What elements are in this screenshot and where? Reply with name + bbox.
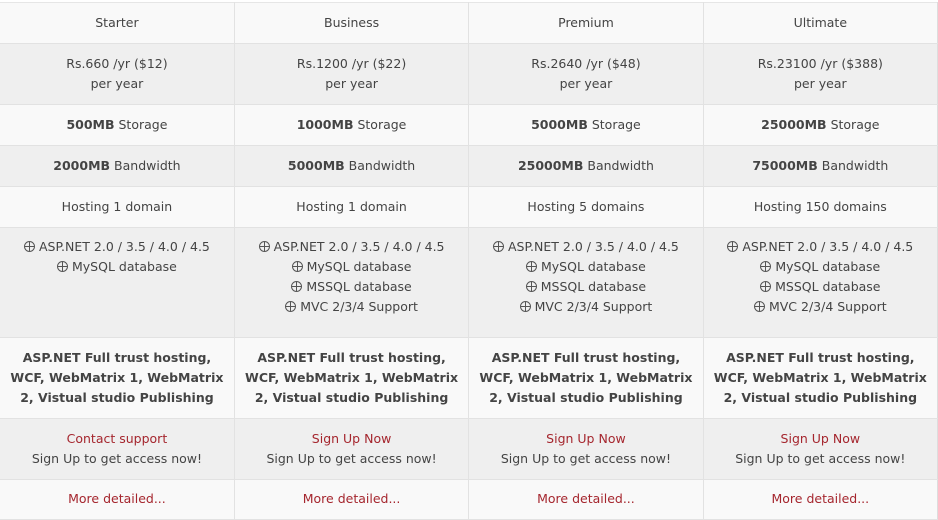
feature-label: MySQL database xyxy=(775,259,881,274)
bandwidth-cell xyxy=(0,146,234,187)
plan-name: Ultimate xyxy=(793,15,848,30)
contact-support-link[interactable]: Contact support xyxy=(66,431,168,446)
bandwidth-label: Bandwidth xyxy=(821,158,889,173)
more-detailed-link[interactable]: More detailed... xyxy=(537,491,635,506)
domains-cell xyxy=(0,187,234,228)
details-cell xyxy=(234,480,468,520)
features-cell xyxy=(0,228,234,338)
plan-name-cell xyxy=(703,3,937,44)
circle-plus-icon xyxy=(24,241,35,252)
plan-period: per year xyxy=(794,76,847,91)
signup-cell xyxy=(234,419,468,480)
more-detailed-link[interactable]: More detailed... xyxy=(771,491,870,506)
feature-label: MSSQL database xyxy=(540,279,647,294)
circle-plus-icon xyxy=(760,281,771,292)
circle-plus-icon xyxy=(760,261,771,272)
feature-item xyxy=(243,237,460,257)
plan-name: Business xyxy=(324,15,380,30)
plan-period: per year xyxy=(90,76,144,91)
circle-plus-icon xyxy=(526,261,537,272)
feature-label: ASP.NET 2.0 / 3.5 / 4.0 / 4.5 xyxy=(742,239,914,254)
more-detailed-link[interactable]: More detailed... xyxy=(68,491,166,506)
feature-item xyxy=(243,257,460,277)
feature-item xyxy=(712,297,929,317)
price-cell xyxy=(234,44,468,105)
extras-text: ASP.NET Full trust hosting, WCF, WebMatrix 1, WebMatrix 2, Vistual studio Publishing xyxy=(479,350,693,405)
plan-name-cell xyxy=(234,3,468,44)
circle-plus-icon xyxy=(754,301,765,312)
domains-cell xyxy=(703,187,937,228)
bandwidth-label: Bandwidth xyxy=(348,158,416,173)
storage-cell xyxy=(234,105,468,146)
price-cell xyxy=(703,44,937,105)
feature-label: MVC 2/3/4 Support xyxy=(300,299,418,314)
features-cell xyxy=(703,228,937,338)
plan-price: Rs.1200 /yr ($22) xyxy=(296,56,407,71)
sign-up-now-link[interactable]: Sign Up Now xyxy=(311,431,392,446)
features-cell xyxy=(469,228,703,338)
circle-plus-icon xyxy=(57,261,68,272)
feature-item xyxy=(477,297,694,317)
details-cell xyxy=(469,480,703,520)
more-detailed-link[interactable]: More detailed... xyxy=(302,491,401,506)
feature-label: MySQL database xyxy=(72,259,177,274)
storage-cell xyxy=(703,105,937,146)
feature-item xyxy=(8,257,226,277)
extras-text: ASP.NET Full trust hosting, WCF, WebMatrix 1, WebMatrix 2, Vistual studio Publishing xyxy=(713,350,927,405)
hosting-domains: Hosting 1 domain xyxy=(61,199,173,214)
circle-plus-icon xyxy=(526,281,537,292)
signup-cell xyxy=(703,419,937,480)
plan-period: per year xyxy=(559,76,613,91)
signup-note: Sign Up to get access now! xyxy=(500,451,672,466)
feature-item xyxy=(477,237,694,257)
features-row xyxy=(0,228,938,338)
domains-row xyxy=(0,187,938,228)
plan-price: Rs.660 /yr ($12) xyxy=(66,56,168,71)
storage-amount: 500MB xyxy=(66,117,115,132)
signup-cell xyxy=(0,419,234,480)
storage-amount: 25000MB xyxy=(761,117,827,132)
feature-item xyxy=(712,277,929,297)
storage-label: Storage xyxy=(830,117,880,132)
domains-cell xyxy=(234,187,468,228)
feature-item xyxy=(477,257,694,277)
extras-text: ASP.NET Full trust hosting, WCF, WebMatrix 1, WebMatrix 2, Vistual studio Publishing xyxy=(245,350,459,405)
feature-item xyxy=(243,297,460,317)
bandwidth-cell xyxy=(234,146,468,187)
sign-up-now-link[interactable]: Sign Up Now xyxy=(780,431,861,446)
bandwidth-label: Bandwidth xyxy=(587,158,654,173)
bandwidth-cell xyxy=(469,146,703,187)
feature-item xyxy=(477,277,694,297)
extras-cell xyxy=(234,338,468,419)
signup-cell xyxy=(469,419,703,480)
feature-item xyxy=(712,237,929,257)
features-cell xyxy=(234,228,468,338)
plan-name-row xyxy=(0,3,938,44)
feature-label: MySQL database xyxy=(306,259,412,274)
feature-item xyxy=(8,237,226,257)
extras-cell xyxy=(0,338,234,419)
bandwidth-amount: 5000MB xyxy=(287,158,345,173)
plan-name: Premium xyxy=(558,15,614,30)
signup-note: Sign Up to get access now! xyxy=(31,451,203,466)
plan-price: Rs.23100 /yr ($388) xyxy=(757,56,883,71)
storage-amount: 1000MB xyxy=(296,117,354,132)
storage-cell xyxy=(0,105,234,146)
plan-name-cell xyxy=(0,3,234,44)
storage-cell xyxy=(469,105,703,146)
feature-label: MSSQL database xyxy=(775,279,881,294)
circle-plus-icon xyxy=(292,261,303,272)
extras-cell xyxy=(703,338,937,419)
plan-name-cell xyxy=(469,3,703,44)
signup-row xyxy=(0,419,938,480)
feature-label: MySQL database xyxy=(541,259,646,274)
storage-label: Storage xyxy=(118,117,168,132)
hosting-domains: Hosting 5 domains xyxy=(527,199,645,214)
price-cell xyxy=(0,44,234,105)
hosting-domains: Hosting 150 domains xyxy=(753,199,887,214)
signup-note: Sign Up to get access now! xyxy=(266,451,437,466)
feature-item xyxy=(712,257,929,277)
storage-amount: 5000MB xyxy=(531,117,588,132)
circle-plus-icon xyxy=(285,301,296,312)
bandwidth-amount: 25000MB xyxy=(517,158,584,173)
bandwidth-amount: 75000MB xyxy=(752,158,818,173)
pricing-table xyxy=(0,2,938,520)
circle-plus-icon xyxy=(291,281,302,292)
sign-up-now-link[interactable]: Sign Up Now xyxy=(546,431,626,446)
circle-plus-icon xyxy=(259,241,270,252)
pricing-table-body xyxy=(0,3,938,520)
storage-label: Storage xyxy=(357,117,407,132)
storage-label: Storage xyxy=(591,117,641,132)
bandwidth-row xyxy=(0,146,938,187)
details-row xyxy=(0,480,938,520)
feature-label: MVC 2/3/4 Support xyxy=(768,299,887,314)
plan-price: Rs.2640 /yr ($48) xyxy=(531,56,641,71)
details-cell xyxy=(0,480,234,520)
feature-label: ASP.NET 2.0 / 3.5 / 4.0 / 4.5 xyxy=(38,239,210,254)
feature-label: MSSQL database xyxy=(306,279,412,294)
feature-label: ASP.NET 2.0 / 3.5 / 4.0 / 4.5 xyxy=(273,239,445,254)
plan-name: Starter xyxy=(95,15,139,30)
price-cell xyxy=(469,44,703,105)
hosting-domains: Hosting 1 domain xyxy=(296,199,407,214)
storage-row xyxy=(0,105,938,146)
circle-plus-icon xyxy=(727,241,738,252)
bandwidth-cell xyxy=(703,146,937,187)
feature-label: MVC 2/3/4 Support xyxy=(534,299,653,314)
feature-label: ASP.NET 2.0 / 3.5 / 4.0 / 4.5 xyxy=(507,239,679,254)
extras-cell xyxy=(469,338,703,419)
details-cell xyxy=(703,480,937,520)
circle-plus-icon xyxy=(493,241,504,252)
feature-item xyxy=(243,277,460,297)
extras-text: ASP.NET Full trust hosting, WCF, WebMatrix 1, WebMatrix 2, Vistual studio Publishing xyxy=(10,350,224,405)
bandwidth-label: Bandwidth xyxy=(114,158,181,173)
plan-period: per year xyxy=(325,76,378,91)
extras-row xyxy=(0,338,938,419)
signup-note: Sign Up to get access now! xyxy=(735,451,906,466)
domains-cell xyxy=(469,187,703,228)
circle-plus-icon xyxy=(520,301,531,312)
bandwidth-amount: 2000MB xyxy=(53,158,111,173)
price-row xyxy=(0,44,938,105)
